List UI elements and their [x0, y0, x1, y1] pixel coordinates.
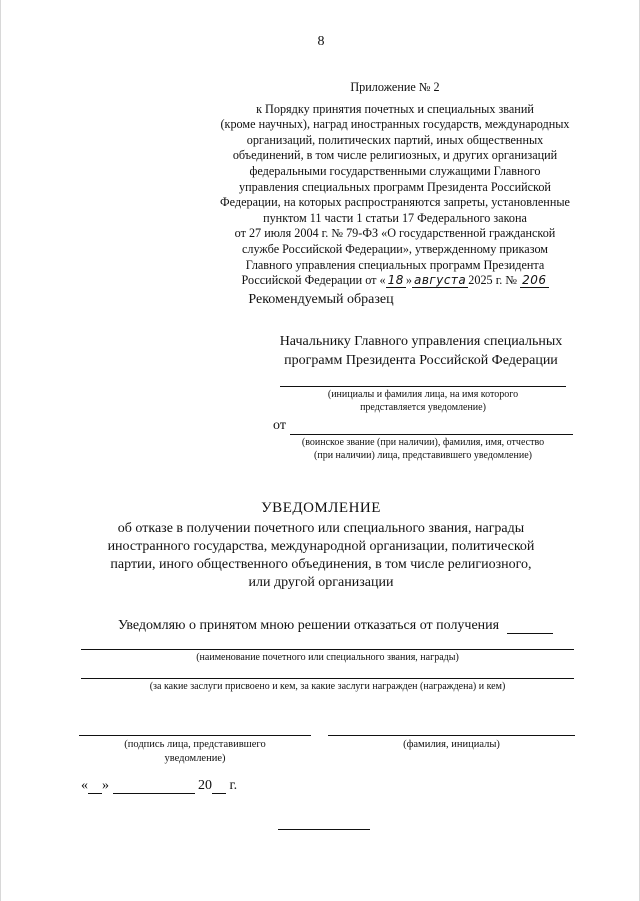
addressee-block	[251, 332, 591, 370]
sender-caption: (воинское звание (при наличии), фамилия, имя, отчество (при наличии) лица, представившего уведомление)	[301, 437, 545, 461]
award-name-field[interactable]	[81, 649, 574, 650]
addressee-line: Начальнику Главного управления специальных	[279, 334, 563, 349]
appendix-line: службе Российской Федерации», утвержденному приказом	[241, 241, 549, 256]
date-year-field[interactable]	[212, 781, 226, 794]
order-year: 2025 г. №	[468, 273, 518, 288]
statement-text: Уведомляю о принятом мною решении отказаться от получения	[118, 618, 500, 633]
date-month-field[interactable]	[113, 781, 195, 794]
order-prefix: Российской Федерации от «	[241, 273, 386, 288]
sample-label: Рекомендуемый образец	[248, 292, 394, 307]
statement-line	[118, 618, 553, 634]
sender-name-field[interactable]	[290, 434, 573, 435]
appendix-header	[209, 80, 581, 289]
appendix-line: (кроме научных), наград иностранных государств, международных	[220, 117, 570, 132]
merits-caption: (за какие заслуги присвоено и кем, за какие заслуги награжден (награждена) и кем)	[149, 681, 506, 692]
from-label: от	[273, 418, 286, 433]
appendix-line: Главного управления специальных программ Президента	[245, 257, 545, 272]
appendix-line: федеральными государственными служащими Главного	[249, 163, 541, 178]
signature-field[interactable]	[79, 735, 311, 736]
appendix-order-line	[209, 273, 581, 289]
notice-subtitle: об отказе в получении почетного или специального звания, награды иностранного государства, международной организации, политической партии, иного общественного объединения, в том числе религиозного, или другой организации	[107, 521, 535, 590]
appendix-line: объединений, в том числе религиозных, и других организаций	[232, 148, 558, 163]
order-number-handwritten: 206	[522, 273, 547, 288]
award-start-field[interactable]	[507, 621, 553, 634]
order-day-handwritten: 18	[387, 273, 404, 288]
addressee-caption: (инициалы и фамилия лица, на имя которого представляется уведомление)	[327, 389, 519, 413]
order-mid: »	[405, 273, 412, 288]
merits-field[interactable]	[81, 678, 574, 679]
signature-caption: (подпись лица, представившего уведомление)	[124, 739, 266, 764]
appendix-line: Федерации, на которых распространяются запреты, установленные	[220, 195, 570, 210]
appendix-line: от 27 июля 2004 г. № 79-ФЗ «О государственной гражданской	[234, 226, 556, 241]
award-caption: (наименование почетного или специального звания, награды)	[196, 652, 459, 663]
appendix-line: к Порядку принятия почетных и специальных званий	[256, 101, 534, 116]
date-day-field[interactable]	[88, 781, 102, 794]
appendix-title: Приложение № 2	[350, 80, 440, 94]
page-number: 8	[317, 34, 325, 49]
addressee-name-field[interactable]	[280, 386, 566, 387]
surname-initials-field[interactable]	[328, 735, 575, 736]
notice-title: УВЕДОМЛЕНИЕ	[261, 500, 381, 516]
order-month-handwritten: августа	[413, 273, 467, 288]
footer-divider	[278, 829, 370, 830]
appendix-line: организаций, политических партий, иных общественных	[246, 132, 544, 147]
surname-caption: (фамилия, инициалы)	[403, 739, 500, 750]
date-line: « » 20 г.	[81, 778, 238, 793]
addressee-line: программ Президента Российской Федерации	[284, 353, 558, 368]
appendix-line: пунктом 11 части 1 статьи 17 Федерального закона	[263, 210, 527, 225]
appendix-line: управления специальных программ Президента Российской	[239, 179, 551, 194]
